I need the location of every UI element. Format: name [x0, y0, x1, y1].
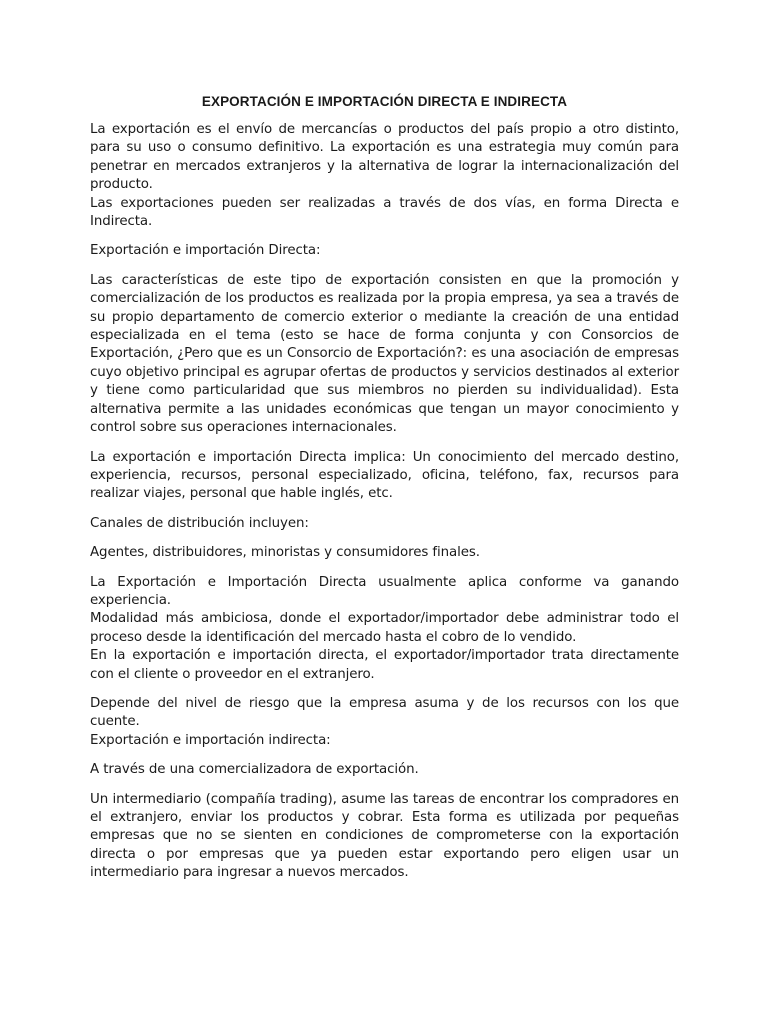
paragraph-line: Depende del nivel de riesgo que la empresa asuma y de los recursos con los que cuente.: [90, 695, 679, 730]
paragraph-line: Las características de este tipo de exportación consisten en que la promoción y comercialización de los productos es realizada por la propia empresa, ya sea a través de su propio departamento de comercio exterior o mediante la creación de una entidad especializada en el tema (esto se hace de forma conjunta y con Consorcios de Exportación, ¿Pero que es un Consorcio de Exportación?: es una asociación de empresas cuyo objetivo principal es agrupar ofertas de productos y servicios destinados al exterior y tiene como particularidad que sus miembros no pierden su individualidad). Esta alternativa permite a las unidades económicas que tengan un mayor conocimiento y control sobre sus operaciones internacionales.: [90, 272, 679, 436]
paragraph-line: La exportación e importación Directa implica: Un conocimiento del mercado destino, experiencia, recursos, personal especializado, oficina, teléfono, fax, recursos para realizar viajes, personal que hable inglés, etc.: [90, 449, 679, 502]
paragraph-intro: [90, 121, 679, 231]
paragraph-line: Exportación e importación indirecta:: [90, 732, 331, 748]
paragraph-line: A través de una comercializadora de exportación.: [90, 762, 419, 778]
paragraph-risk: [90, 695, 679, 750]
paragraph-line: Exportación e importación Directa:: [90, 243, 321, 259]
document-page: [90, 94, 679, 894]
paragraph-line: Las exportaciones pueden ser realizadas a través de dos vías, en forma Directa e Indirecta.: [90, 195, 679, 230]
paragraph-line: La Exportación e Importación Directa usualmente aplica conforme va ganando experiencia.: [90, 574, 679, 608]
paragraph-channels-list: [90, 544, 679, 562]
document-title: EXPORTACIÓN E IMPORTACIÓN DIRECTA E INDIRECTA: [201, 94, 568, 109]
paragraph-channels-heading: [90, 515, 679, 533]
paragraph-characteristics: [90, 272, 679, 438]
paragraph-line: La exportación es el envío de mercancías o productos del país propio a otro distinto, para su uso o consumo definitivo. La exportación es una estrategia muy común para penetrar en mercados extranjeros y la alternativa de lograr la internacionalización del producto.: [90, 122, 679, 193]
paragraph-line: En la exportación e importación directa, el exportador/importador trata directamente con el cliente o proveedor en el extranjero.: [90, 648, 679, 682]
paragraph-line: Agentes, distribuidores, minoristas y consumidores finales.: [90, 545, 480, 561]
paragraph-line: Modalidad más ambiciosa, donde el exportador/importador debe administrar todo el proceso desde la identificación del mercado hasta el cobro de lo vendido.: [90, 611, 679, 645]
section-heading-direct: [90, 242, 679, 260]
paragraph-line: Canales de distribución incluyen:: [90, 515, 309, 531]
paragraph-direct-applies: [90, 574, 679, 684]
paragraph-trading-company: [90, 761, 679, 779]
paragraph-line: Un intermediario (compañía trading), asume las tareas de encontrar los compradores en el extranjero, enviar los productos y cobrar. Esta forma es utilizada por pequeñas empresas que no se sienten en condiciones de comprometerse con la exportación directa o por empresas que ya pueden estar exportando pero eligen usar un intermediario para ingresar a nuevos mercados.: [90, 791, 679, 881]
paragraph-direct-implies: [90, 449, 679, 504]
paragraph-intermediary: [90, 791, 679, 883]
